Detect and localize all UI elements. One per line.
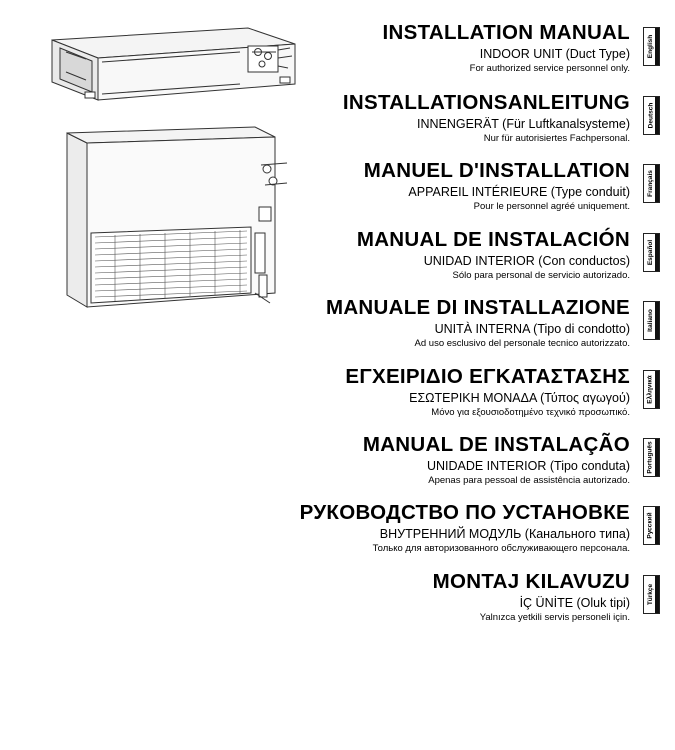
- manual-title: INSTALLATIONSANLEITUNG: [342, 91, 630, 114]
- language-tab-espanol[interactable]: [643, 233, 660, 272]
- section-deutsch: [0, 92, 630, 145]
- audience-note: Nur für autorisiertes Fachpersonal.: [483, 133, 630, 144]
- unit-type: ВНУТРЕННИЙ МОДУЛЬ (Канального типа): [379, 527, 630, 541]
- tab-label: English: [647, 34, 655, 59]
- section-portugues: [0, 434, 630, 487]
- unit-type: APPAREIL INTÉRIEURE (Type conduit): [408, 185, 630, 199]
- section-ellinika: [0, 366, 630, 419]
- audience-note: Pour le personnel agréé uniquement.: [473, 201, 630, 212]
- section-francais: [0, 160, 630, 213]
- unit-type: UNIDAD INTERIOR (Con conductos): [423, 254, 630, 268]
- section-turkce: [0, 571, 630, 624]
- unit-type: UNITÀ INTERNA (Tipo di condotto): [434, 322, 630, 336]
- language-tab-deutsch[interactable]: [643, 96, 660, 135]
- language-tab-italiano[interactable]: [643, 301, 660, 340]
- manual-title: MANUEL D'INSTALLATION: [363, 159, 630, 182]
- language-tab-ellinika[interactable]: [643, 370, 660, 409]
- section-espanol: [0, 229, 630, 282]
- manual-title: ΕΓΧΕΙΡΙΔΙΟ ΕΓΚΑΤΑΣΤΑΣΗΣ: [345, 365, 630, 388]
- audience-note: Ad uso esclusivo del personale tecnico autorizzato.: [414, 338, 630, 349]
- manual-title: MANUAL DE INSTALACIÓN: [356, 228, 630, 251]
- language-tab-turkce[interactable]: [643, 575, 660, 614]
- audience-note: Μόνο για εξουσιοδοτημένο τεχνικό προσωπικό.: [431, 407, 630, 418]
- audience-note: Yalnızca yetkili servis personeli için.: [479, 612, 630, 623]
- unit-type: UNIDADE INTERIOR (Tipo conduta): [426, 459, 630, 473]
- audience-note: Sólo para personal de servicio autorizado.: [452, 270, 630, 281]
- manual-title: INSTALLATION MANUAL: [382, 21, 630, 44]
- manual-title: MANUALE DI INSTALLAZIONE: [325, 296, 630, 319]
- tab-label: Türkçe: [647, 583, 655, 606]
- unit-type: INNENGERÄT (Für Luftkanalsysteme): [416, 117, 630, 131]
- unit-type: İÇ ÜNİTE (Oluk tipi): [519, 596, 630, 610]
- section-italiano: [0, 297, 630, 350]
- unit-type: INDOOR UNIT (Duct Type): [479, 47, 630, 61]
- section-english: [0, 22, 630, 75]
- tab-label: Italiano: [647, 309, 655, 332]
- language-tab-russkiy[interactable]: [643, 506, 660, 545]
- language-tab-portugues[interactable]: [643, 438, 660, 477]
- tab-label: Deutsch: [647, 102, 654, 129]
- tab-label: Ελληνικά: [647, 375, 654, 404]
- tab-label: Español: [647, 239, 655, 266]
- audience-note: Только для авторизованного обслуживающего персонала.: [372, 543, 630, 554]
- manual-title: MONTAJ KILAVUZU: [432, 570, 630, 593]
- manual-title: РУКОВОДСТВО ПО УСТАНОВКЕ: [299, 501, 630, 524]
- tab-label: Русский: [647, 512, 655, 539]
- tab-label: Français: [647, 170, 654, 197]
- language-tab-english[interactable]: [643, 27, 660, 66]
- audience-note: Apenas para pessoal de assistência autorizado.: [428, 475, 630, 486]
- audience-note: For authorized service personnel only.: [469, 63, 630, 74]
- manual-title: MANUAL DE INSTALAÇÃO: [362, 433, 630, 456]
- tab-label: Português: [647, 441, 654, 474]
- section-russkiy: [0, 502, 630, 555]
- language-tab-francais[interactable]: [643, 164, 660, 203]
- unit-type: ΕΣΩΤΕΡΙΚΗ ΜΟΝΑΔΑ (Τύπος αγωγού): [409, 391, 630, 405]
